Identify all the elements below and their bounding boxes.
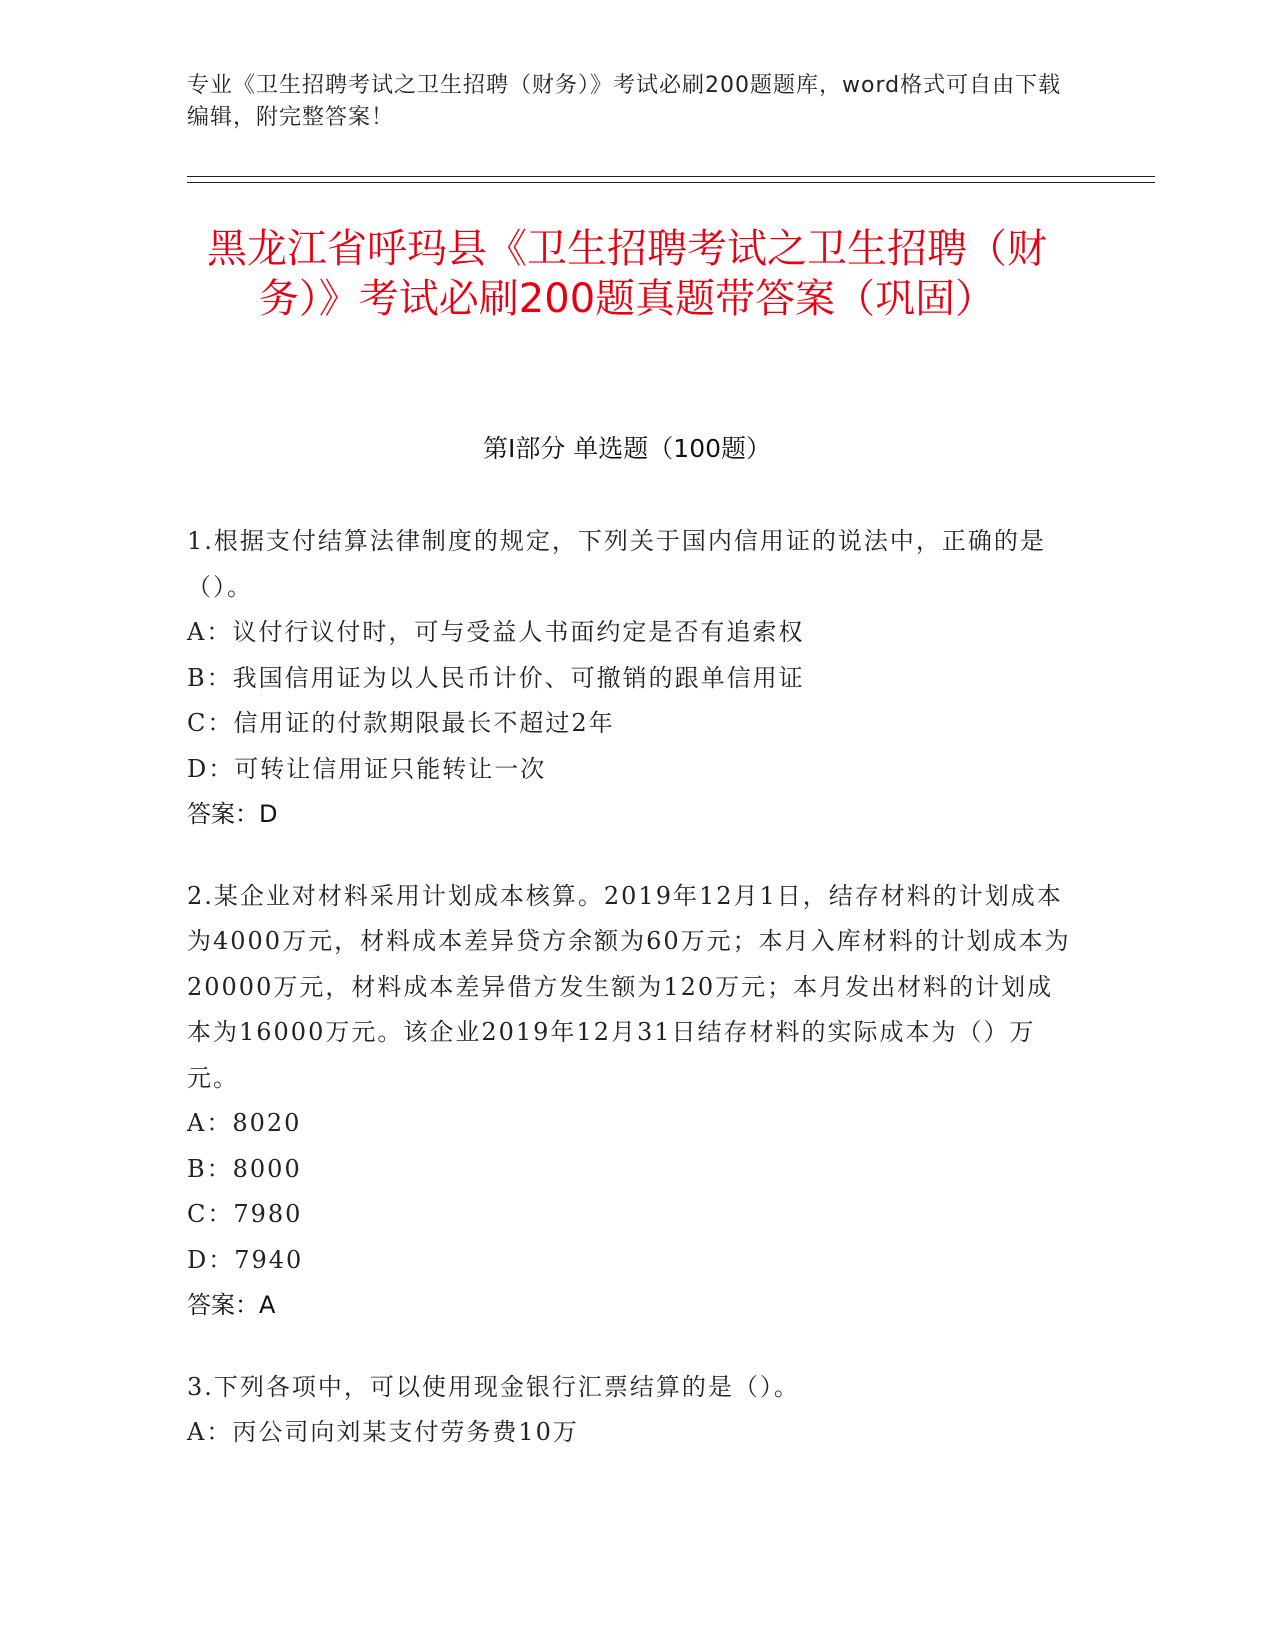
header-rule-bottom	[187, 182, 1155, 183]
option-d: D：7940	[187, 1245, 304, 1274]
answer-line: 答案：D	[187, 800, 278, 828]
question-stem: 3.下列各项中，可以使用现金银行汇票结算的是（）。	[187, 1372, 800, 1401]
question-3	[187, 1365, 1077, 1456]
option-b: B：8000	[187, 1154, 302, 1183]
header-rule-top	[187, 176, 1155, 177]
option-a: A：丙公司向刘某支付劳务费10万	[187, 1418, 579, 1446]
option-c: C：7980	[187, 1200, 303, 1228]
option-d: D：可转让信用证只能转让一次	[187, 754, 547, 783]
question-stem: 2.某企业对材料采用计划成本核算。2019年12月1日，结存材料的计划成本为4000万元，材料成本差异贷方余额为60万元；本月入库材料的计划成本为20000万元，材料成本差异借方发生额为120万元；本月发出材料的计划成本为16000万元。该企业2019年12月31日结存材料的实际成本为（）万元。	[187, 881, 1071, 1092]
option-a: A：8020	[187, 1109, 302, 1137]
question-stem: 1.根据支付结算法律制度的规定，下列关于国内信用证的说法中，正确的是（）。	[187, 527, 1046, 601]
document-title: 黑龙江省呼玛县《卫生招聘考试之卫生招聘（财务）》考试必刷200题真题带答案（巩固）	[207, 226, 1047, 322]
option-b: B：我国信用证为以人民币计价、可撤销的跟单信用证	[187, 663, 805, 692]
question-2	[187, 874, 1077, 1329]
option-a: A：议付行议付时，可与受益人书面约定是否有追索权	[187, 618, 805, 646]
option-c: C：信用证的付款期限最长不超过2年	[187, 709, 615, 737]
question-1	[187, 519, 1077, 838]
answer-line: 答案：A	[187, 1291, 276, 1319]
section-heading: 第I部分 单选题（100题）	[482, 434, 772, 463]
question-list	[187, 519, 1077, 1492]
header-note: 专业《卫生招聘考试之卫生招聘（财务）》考试必刷200题题库，word格式可自由下载编辑，附完整答案！	[187, 73, 1062, 130]
